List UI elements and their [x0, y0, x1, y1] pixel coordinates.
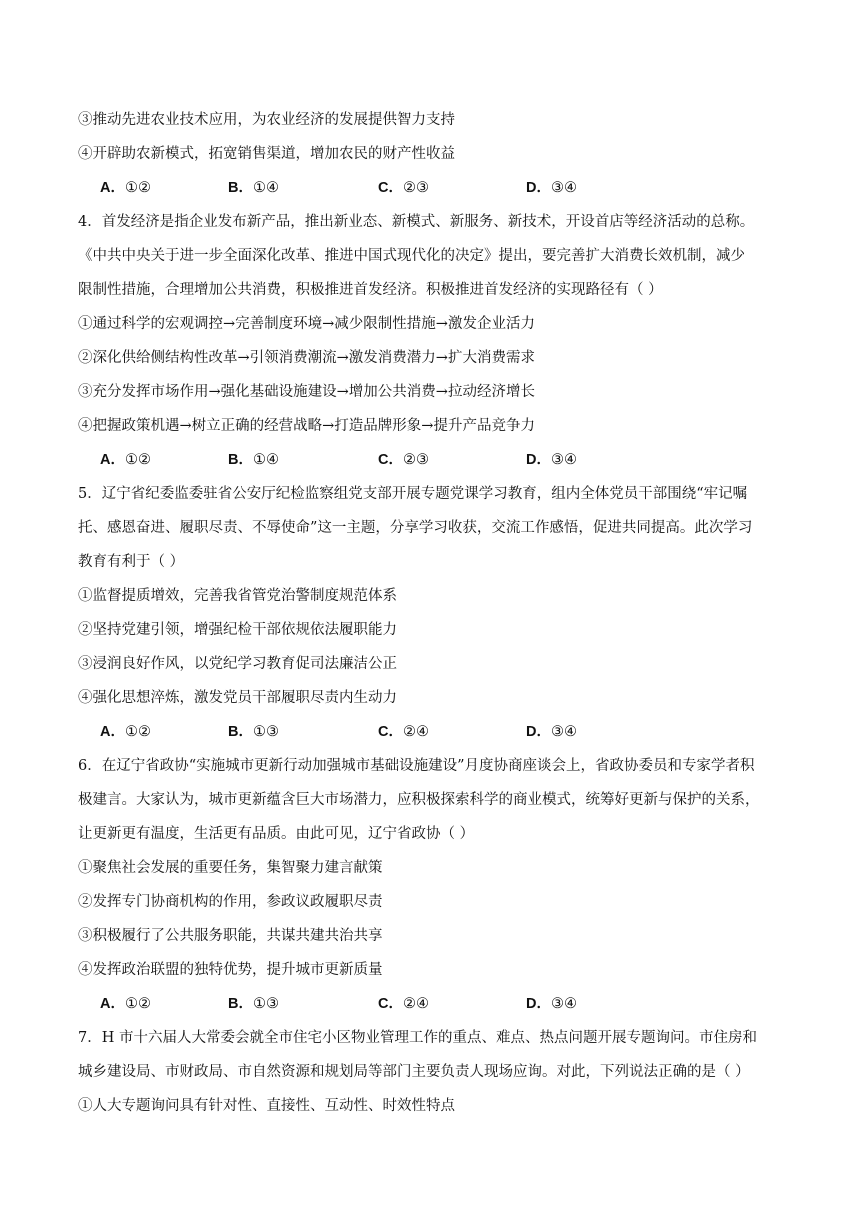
q4-option-b[interactable]: B．①④ — [228, 452, 279, 468]
q5-option-d[interactable]: D．③④ — [526, 724, 577, 740]
q4-stem-line-2: 《中共中央关于进一步全面深化改革、推进中国式现代化的决定》提出，要完善扩大消费长效机制，减少 — [78, 248, 745, 264]
q6-stem-line-2: 极建言。大家认为，城市更新蕴含巨大市场潜力，应积极探索科学的商业模式，统筹好更新与保护的关系， — [78, 792, 760, 808]
q7-stem-line-2: 城乡建设局、市财政局、市自然资源和规划局等部门主要负责人现场应询。对此，下列说法正确的是（ ） — [78, 1064, 750, 1080]
q5-statement-3: ③浸润良好作风，以党纪学习教育促司法廉洁公正 — [78, 656, 397, 672]
q3-option-b[interactable]: B．①④ — [228, 180, 279, 196]
q7-statement-1: ①人大专题询问具有针对性、直接性、互动性、时效性特点 — [78, 1098, 455, 1114]
q3-option-d[interactable]: D．③④ — [526, 180, 577, 196]
q4-statement-1: ①通过科学的宏观调控→完善制度环境→减少限制性措施→激发企业活力 — [78, 316, 535, 332]
q6-statement-4: ④发挥政治联盟的独特优势，提升城市更新质量 — [78, 962, 383, 978]
q4-statement-3: ③充分发挥市场作用→强化基础设施建设→增加公共消费→拉动经济增长 — [78, 384, 535, 400]
q5-statement-1: ①监督提质增效，完善我省管党治警制度规范体系 — [78, 588, 397, 604]
q5-statement-2: ②坚持党建引领，增强纪检干部依规依法履职能力 — [78, 622, 397, 638]
q5-stem-line-1: 5．辽宁省纪委监委驻省公安厅纪检监察组党支部开展专题党课学习教育，组内全体党员干部围绕“牢记嘱 — [78, 486, 748, 502]
q5-statement-4: ④强化思想淬炼，激发党员干部履职尽责内生动力 — [78, 690, 397, 706]
q4-statement-4: ④把握政策机遇→树立正确的经营战略→打造品牌形象→提升产品竞争力 — [78, 418, 535, 434]
q6-stem-line-1: 6．在辽宁省政协“实施城市更新行动加强城市基础设施建设”月度协商座谈会上，省政协委员和专家学者积 — [78, 758, 755, 774]
q4-option-c[interactable]: C．②③ — [378, 452, 429, 468]
q6-stem-line-3: 让更新更有温度，生活更有品质。由此可见，辽宁省政协（ ） — [78, 826, 475, 842]
q4-stem-line-1: 4．首发经济是指企业发布新产品，推出新业态、新模式、新服务、新技术，开设首店等经济活动的总称。 — [78, 214, 755, 230]
q6-option-c[interactable]: C．②④ — [378, 996, 429, 1012]
q3-statement-3: ③推动先进农业技术应用，为农业经济的发展提供智力支持 — [78, 112, 455, 128]
q3-option-c[interactable]: C．②③ — [378, 180, 429, 196]
q5-stem-line-2: 托、感恩奋进、履职尽责、不辱使命”这一主题，分享学习收获，交流工作感悟，促进共同提高。此次学习 — [78, 520, 753, 536]
q7-stem-line-1: 7．H 市十六届人大常委会就全市住宅小区物业管理工作的重点、难点、热点问题开展专题询问。市住房和 — [78, 1030, 757, 1046]
q6-option-a[interactable]: A．①② — [100, 996, 151, 1012]
q3-option-a[interactable]: A．①② — [100, 180, 151, 196]
q5-option-a[interactable]: A．①② — [100, 724, 151, 740]
q5-option-c[interactable]: C．②④ — [378, 724, 429, 740]
q6-statement-1: ①聚焦社会发展的重要任务，集智聚力建言献策 — [78, 860, 383, 876]
q6-option-d[interactable]: D．③④ — [526, 996, 577, 1012]
q4-option-d[interactable]: D．③④ — [526, 452, 577, 468]
q4-option-a[interactable]: A．①② — [100, 452, 151, 468]
q4-stem-line-3: 限制性措施，合理增加公共消费，积极推进首发经济。积极推进首发经济的实现路径有（ ） — [78, 282, 663, 298]
q6-statement-2: ②发挥专门协商机构的作用，参政议政履职尽责 — [78, 894, 383, 910]
q6-statement-3: ③积极履行了公共服务职能，共谋共建共治共享 — [78, 928, 383, 944]
q5-option-b[interactable]: B．①③ — [228, 724, 279, 740]
q5-stem-line-3: 教育有利于（ ） — [78, 554, 185, 570]
q3-statement-4: ④开辟助农新模式，拓宽销售渠道，增加农民的财产性收益 — [78, 146, 455, 162]
q4-statement-2: ②深化供给侧结构性改革→引领消费潮流→激发消费潜力→扩大消费需求 — [78, 350, 535, 366]
q6-option-b[interactable]: B．①③ — [228, 996, 279, 1012]
